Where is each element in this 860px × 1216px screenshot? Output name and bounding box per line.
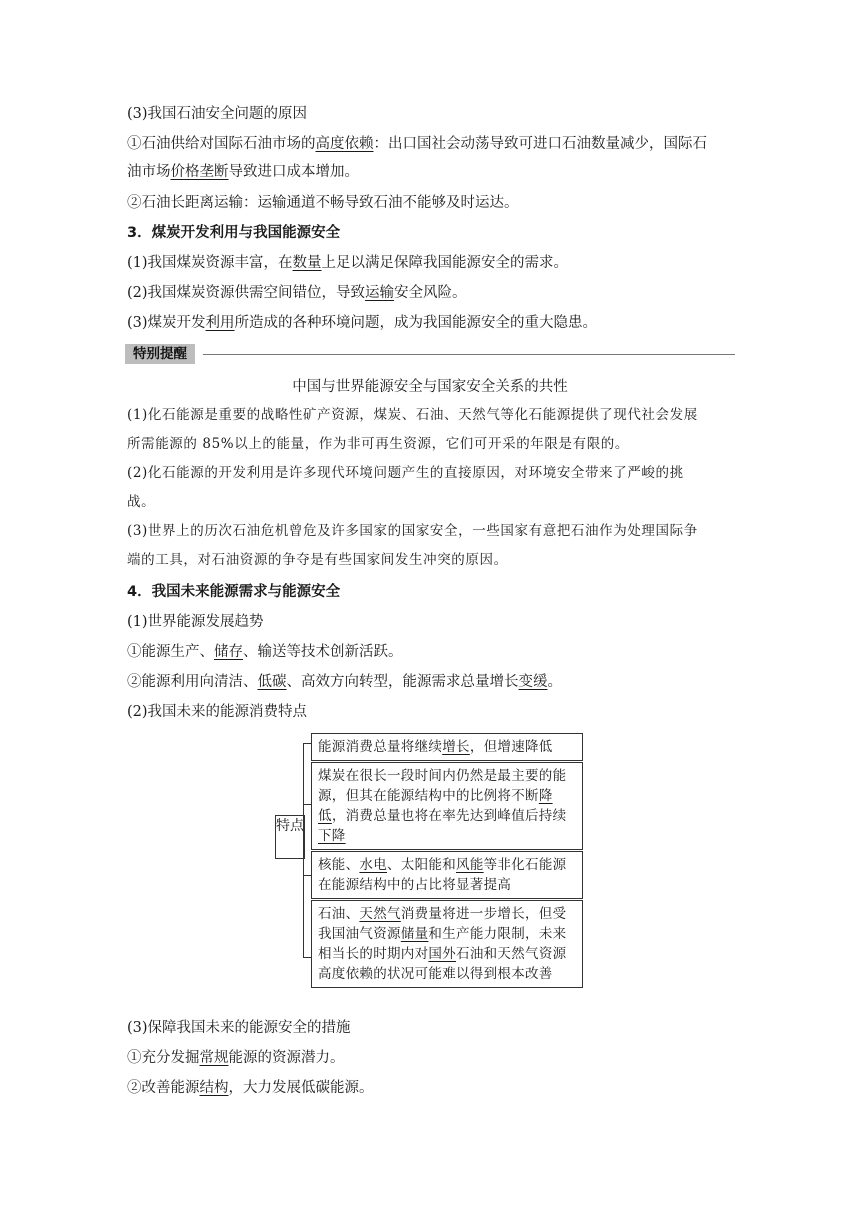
text: ①石油供给对国际石油市场的 <box>127 136 316 152</box>
text: 、太阳能和 <box>387 857 457 873</box>
text: (1)我国煤炭资源丰富，在 <box>127 255 293 271</box>
text: ：出口国社会动荡导致可进口石油数量减少，国际石 <box>373 136 707 152</box>
underlined-keyword: 增长 <box>442 739 470 755</box>
paragraph-line <box>127 134 707 154</box>
paragraph-line <box>127 642 403 662</box>
text: ②改善能源 <box>127 1080 200 1096</box>
underlined-keyword: 运输 <box>365 285 395 301</box>
paragraph-line <box>127 313 597 333</box>
text: 导致进口成本增加。 <box>228 164 359 180</box>
text: 上足以满足保障我国能源安全的需求。 <box>321 255 569 271</box>
paragraph-line: ②石油长距离运输：运输通道不畅导致石油不能够及时运达。 <box>127 195 519 211</box>
underlined-keyword: 利用 <box>205 315 235 331</box>
paragraph-line <box>127 672 562 692</box>
paragraph-line <box>127 162 359 182</box>
reminder-line: (2)化石能源的开发利用是许多现代环境问题产生的直接原因，对环境安全带来了严峻的挑 <box>127 465 684 481</box>
underlined-keyword: 结构 <box>199 1080 229 1096</box>
diagram-leaf-box <box>311 851 583 899</box>
diagram-connector <box>303 804 311 805</box>
underlined-keyword: 国外 <box>428 946 457 962</box>
text: ①能源生产、 <box>127 644 214 660</box>
reminder-line: (3)世界上的历次石油危机曾危及许多国家的国家安全，一些国家有意把石油作为处理国际争 <box>127 523 698 539</box>
paragraph-line <box>127 253 568 273</box>
divider <box>203 354 735 355</box>
paragraph-line <box>127 283 467 303</box>
diagram-leaf-box <box>311 762 583 850</box>
text: 安全风险。 <box>394 285 467 301</box>
underlined-keyword: 常规 <box>199 1050 229 1066</box>
underlined-keyword: 天然气 <box>359 906 401 922</box>
underlined-keyword: 低碳 <box>257 674 287 690</box>
diagram-leaf-box <box>311 900 583 988</box>
reminder-title: 中国与世界能源安全与国家安全关系的共性 <box>292 379 568 395</box>
diagram-connector <box>303 743 304 957</box>
subheading: (1)世界能源发展趋势 <box>127 614 264 630</box>
text: 能源的资源潜力。 <box>228 1050 345 1066</box>
reminder-line: 战。 <box>127 494 156 510</box>
text: 所造成的各种环境问题，成为我国能源安全的重大隐患。 <box>234 315 598 331</box>
underlined-keyword: 价格垄断 <box>170 164 229 180</box>
subheading-oil-reasons: (3)我国石油安全问题的原因 <box>127 106 308 122</box>
reminder-line: 所需能源的 85%以上的能量，作为非可再生资源，它们可开采的年限是有限的。 <box>127 436 629 452</box>
text: ②能源利用向清洁、 <box>127 674 258 690</box>
reminder-bar <box>125 344 735 364</box>
text: 煤炭在很长一段时间内仍然是最主要的能源，但其在能源结构中的比例将不断 <box>318 768 567 804</box>
section-heading-coal: 3．煤炭开发利用与我国能源安全 <box>127 225 341 241</box>
underlined-keyword: 水电 <box>359 857 388 873</box>
text: 油市场 <box>127 164 171 180</box>
underlined-keyword: 高度依赖 <box>315 136 374 152</box>
underlined-keyword: 降低 <box>318 788 553 824</box>
paragraph-line <box>127 1048 345 1068</box>
underlined-keyword: 下降 <box>318 828 346 844</box>
subheading: (3)保障我国未来的能源安全的措施 <box>127 1020 351 1036</box>
diagram-connector <box>303 957 311 958</box>
text: 消费量将进一步增长，但受我国油气资源 <box>318 906 567 942</box>
text: 和生产能力限制，未来相当长的时期内对 <box>318 926 567 962</box>
reminder-label: 特别提醒 <box>125 344 195 364</box>
text: 、输送等技术创新活跃。 <box>243 644 403 660</box>
text: (3)煤炭开发 <box>127 315 206 331</box>
text: ①充分发掘 <box>127 1050 200 1066</box>
underlined-keyword: 数量 <box>292 255 322 271</box>
underlined-keyword: 储量 <box>400 926 429 942</box>
text: 、高效方向转型，能源需求总量增长 <box>286 674 519 690</box>
underlined-keyword: 风能 <box>456 857 484 873</box>
text: 石油、 <box>318 906 360 922</box>
text: ，消费总量也将在率先达到峰值后持续 <box>331 808 567 824</box>
text: ，但增速降低 <box>469 739 553 755</box>
text: 核能、 <box>318 857 360 873</box>
text: 石油和天然气资源高度依赖的状况可能难以得到根本改善 <box>318 946 567 982</box>
text: 等非化石能源在能源结构中的占比将显著提高 <box>318 857 567 893</box>
diagram-leaf-box <box>311 733 583 761</box>
text: (2)我国煤炭资源供需空间错位，导致 <box>127 285 366 301</box>
text: 能源消费总量将继续 <box>318 739 443 755</box>
text: ，大力发展低碳能源。 <box>228 1080 374 1096</box>
underlined-keyword: 变缓 <box>518 674 548 690</box>
paragraph-line <box>127 1078 374 1098</box>
diagram-root-box: 特点 <box>275 815 305 859</box>
reminder-line: 端的工具，对石油资源的争夺是有些国家间发生冲突的原因。 <box>127 552 508 568</box>
section-heading-future: 4．我国未来能源需求与能源安全 <box>127 584 341 600</box>
reminder-line: (1)化石能源是重要的战略性矿产资源，煤炭、石油、天然气等化石能源提供了现代社会发展 <box>127 407 698 423</box>
diagram-connector <box>303 743 311 744</box>
diagram-connector <box>303 875 311 876</box>
text: 。 <box>547 674 562 690</box>
subheading: (2)我国未来的能源消费特点 <box>127 704 308 720</box>
underlined-keyword: 储存 <box>214 644 243 660</box>
